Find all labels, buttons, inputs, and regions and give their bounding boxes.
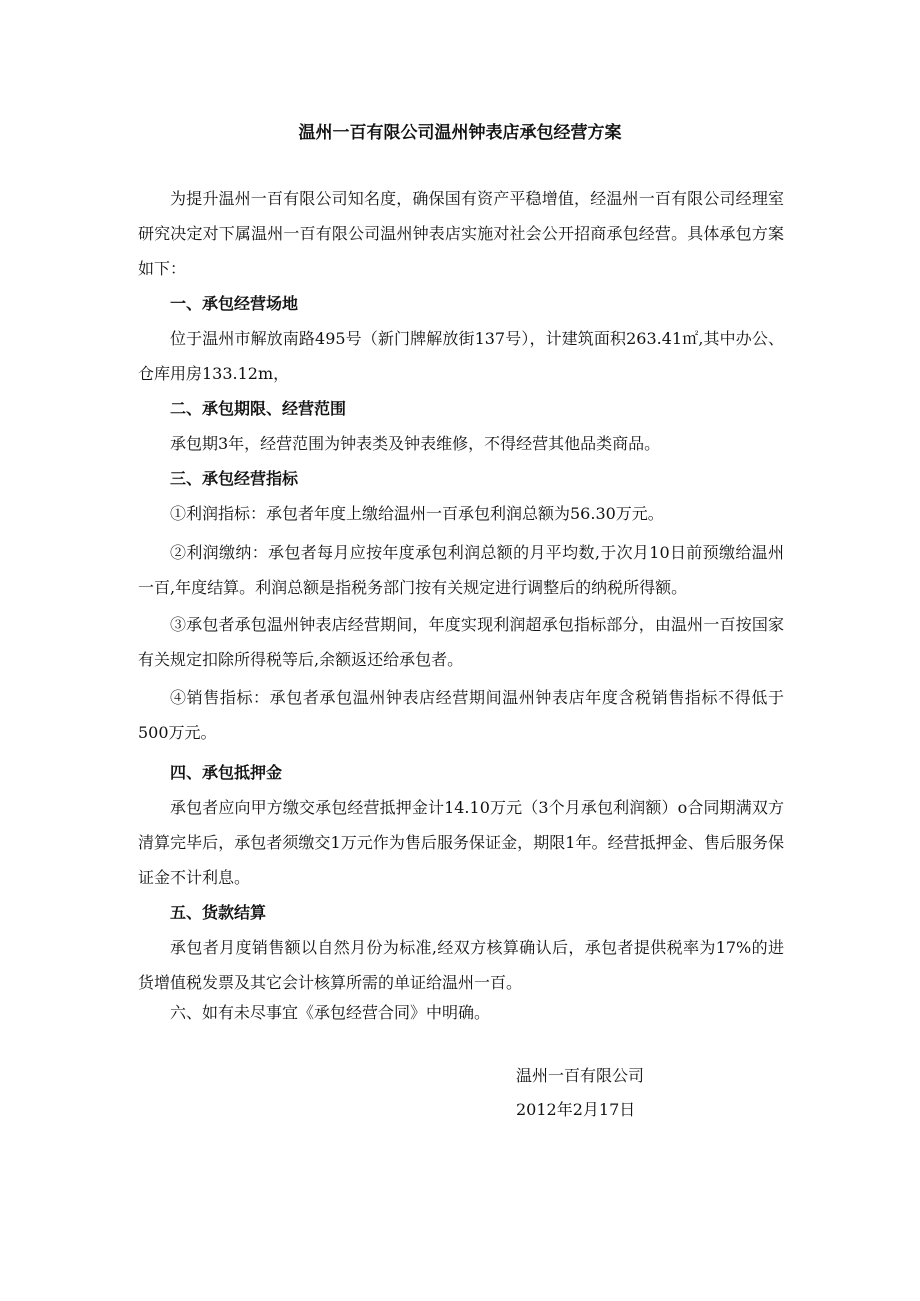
section-2-heading: 二、承包期限、经营范围 bbox=[170, 399, 347, 418]
section-5-body: 承包者月度销售额以自然月份为标准,经双方核算确认后，承包者提供税率为17%的进货增值税发票及其它会计核算所需的单证给温州一百。 bbox=[138, 938, 784, 992]
section-3-item-1-block bbox=[138, 496, 784, 531]
section-3 bbox=[138, 461, 784, 496]
section-6-body: 六、如有未尽事宜《承包经营合同》中明确。 bbox=[170, 1003, 491, 1022]
section-3-item-3: ③承包者承包温州钟表店经营期间，年度实现利润超承包指标部分，由温州一百按国家有关规定扣除所得税等后,余额返还给承包者。 bbox=[138, 615, 784, 669]
signature-company: 温州一百有限公司 bbox=[516, 1066, 645, 1085]
section-4-body: 承包者应向甲方缴交承包经营抵押金计14.10万元（3个月承包利润额）o合同期满双方清算完毕后，承包者须缴交1万元作为售后服务保证金，期限1年。经营抵押金、售后服务保证金不计利息。 bbox=[138, 798, 784, 887]
section-3-item-3-block bbox=[138, 607, 784, 677]
section-2-body: 承包期3年，经营范围为钟表类及钟表维修，不得经营其他品类商品。 bbox=[170, 434, 661, 453]
intro-paragraph: 为提升温州一百有限公司知名度，确保国有资产平稳增值，经温州一百有限公司经理室研究决定对下属温州一百有限公司温州钟表店实施对社会公开招商承包经营。具体承包方案如下： bbox=[138, 189, 784, 278]
document-title: 温州一百有限公司温州钟表店承包经营方案 bbox=[298, 123, 622, 143]
section-1 bbox=[138, 286, 784, 391]
section-1-body: 位于温州市解放南路495号（新门牌解放街137号），计建筑面积263.41㎡,其中办公、仓库用房133.12m， bbox=[138, 329, 784, 383]
intro-block bbox=[138, 181, 784, 286]
signature-date: 2012年2月17日 bbox=[516, 1100, 636, 1119]
section-3-item-1: ①利润指标：承包者年度上缴给温州一百承包利润总额为56.30万元。 bbox=[170, 504, 664, 523]
section-6 bbox=[138, 995, 784, 1030]
section-3-item-4: ④销售指标：承包者承包温州钟表店经营期间温州钟表店年度含税销售指标不得低于500万元。 bbox=[138, 688, 784, 742]
section-3-item-4-block bbox=[138, 680, 784, 750]
section-3-heading: 三、承包经营指标 bbox=[170, 469, 299, 488]
section-4-heading: 四、承包抵押金 bbox=[170, 763, 283, 782]
section-5-heading: 五、货款结算 bbox=[170, 903, 267, 922]
section-3-item-2-block bbox=[138, 535, 784, 605]
section-3-item-2: ②利润缴纳：承包者每月应按年度承包利润总额的月平均数,于次月10日前预缴给温州一百,年度结算。利润总额是指税务部门按有关规定进行调整后的纳税所得额。 bbox=[138, 543, 784, 597]
section-1-heading: 一、承包经营场地 bbox=[170, 294, 299, 313]
section-2 bbox=[138, 391, 784, 461]
section-5 bbox=[138, 895, 784, 1000]
section-4 bbox=[138, 755, 784, 895]
